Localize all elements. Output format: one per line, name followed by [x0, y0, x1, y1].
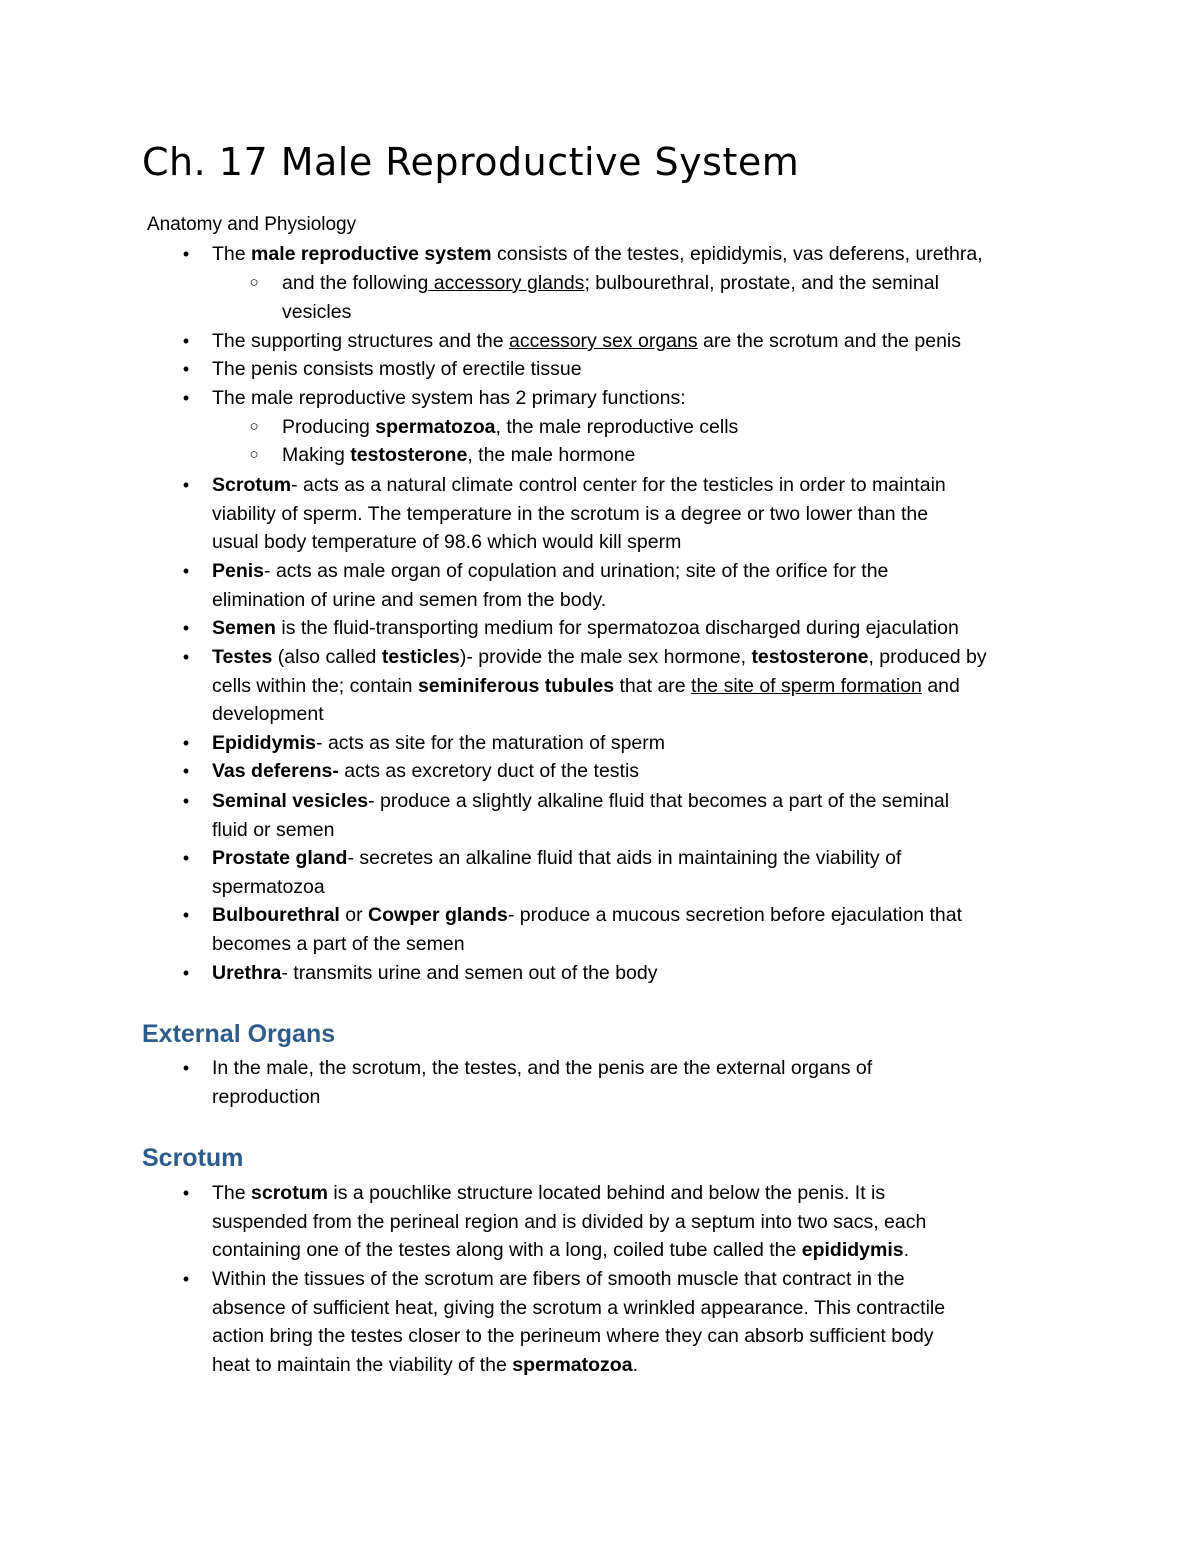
bullet-icon: • [182, 647, 190, 667]
bullet-icon: • [182, 244, 190, 264]
list-item: • Within the tissues of the scrotum are fibers of smooth muscle that contract in the absence of sufficient heat, giving the scrotum a wrinkled appearance. This contractile action bring the testes closer to the perineum where they can absorb sufficient body heat to maintain the viability of the spermatozoa. [212, 1265, 1112, 1380]
list-item: • Semen is the fluid-transporting medium for spermatozoa discharged during ejaculation [212, 614, 1112, 643]
list-item: • The male reproductive system has 2 primary functions: [212, 384, 1112, 413]
bullet-icon: • [182, 331, 190, 351]
list-item: • Epididymis- acts as site for the maturation of sperm [212, 729, 1112, 758]
list-item: • The penis consists mostly of erectile tissue [212, 355, 1112, 384]
bullet-icon: • [182, 1269, 190, 1289]
list-item: • The supporting structures and the accessory sex organs are the scrotum and the penis [212, 327, 1112, 356]
bullet-icon: • [182, 359, 190, 379]
list-item: • Urethra- transmits urine and semen out of the body [212, 959, 1112, 988]
bullet-icon: • [182, 618, 190, 638]
bullet-icon: • [182, 561, 190, 581]
bullet-icon: • [182, 475, 190, 495]
bullet-icon: • [182, 905, 190, 925]
bullet-icon: • [182, 733, 190, 753]
list-item: • Bulbourethral or Cowper glands- produce a mucous secretion before ejaculation that becomes a part of the semen [212, 901, 1112, 958]
list-item: • Scrotum- acts as a natural climate control center for the testicles in order to maintain viability of sperm. The temperature in the scrotum is a degree or two lower than the usual body temperature of 98.6 which would kill sperm [212, 471, 1112, 557]
list-item: • Testes (also called testicles)- provide the male sex hormone, testosterone, produced by cells within the; contain seminiferous tubules that are the site of sperm formation and development [212, 643, 1112, 729]
section-subtitle: Anatomy and Physiology [147, 214, 357, 235]
circle-bullet-icon: ○ [249, 418, 259, 435]
list-item: • Prostate gland- secretes an alkaline fluid that aids in maintaining the viability of spermatozoa [212, 844, 1112, 901]
list-item: • Vas deferens- acts as excretory duct of the testis [212, 757, 1112, 786]
bullet-icon: • [182, 761, 190, 781]
bullet-icon: • [182, 848, 190, 868]
bullet-icon: • [182, 963, 190, 983]
sub-list-item: ○ Producing spermatozoa, the male reproductive cells [282, 413, 1042, 442]
bullet-icon: • [182, 1183, 190, 1203]
list-item: • In the male, the scrotum, the testes, and the penis are the external organs of reproduction [212, 1054, 1112, 1111]
heading-scrotum: Scrotum [142, 1144, 244, 1172]
bullet-icon: • [182, 388, 190, 408]
heading-external-organs: External Organs [142, 1020, 336, 1048]
list-item: • The male reproductive system consists of the testes, epididymis, vas deferens, urethra, [212, 240, 1112, 269]
page-title: Ch. 17 Male Reproductive System [142, 140, 800, 184]
list-item: • Seminal vesicles- produce a slightly alkaline fluid that becomes a part of the seminal fluid or semen [212, 787, 1112, 844]
bullet-icon: • [182, 791, 190, 811]
circle-bullet-icon: ○ [249, 446, 259, 463]
sub-list-item: ○ Making testosterone, the male hormone [282, 441, 1042, 470]
bullet-icon: • [182, 1058, 190, 1078]
list-item: • The scrotum is a pouchlike structure located behind and below the penis. It is suspended from the perineal region and is divided by a septum into two sacs, each containing one of the testes along with a long, coiled tube called the epididymis. [212, 1179, 1112, 1265]
circle-bullet-icon: ○ [249, 274, 259, 291]
sub-list-item: ○ and the following accessory glands; bulbourethral, prostate, and the seminal vesicles [282, 269, 1042, 326]
list-item: • Penis- acts as male organ of copulation and urination; site of the orifice for the elimination of urine and semen from the body. [212, 557, 1112, 614]
